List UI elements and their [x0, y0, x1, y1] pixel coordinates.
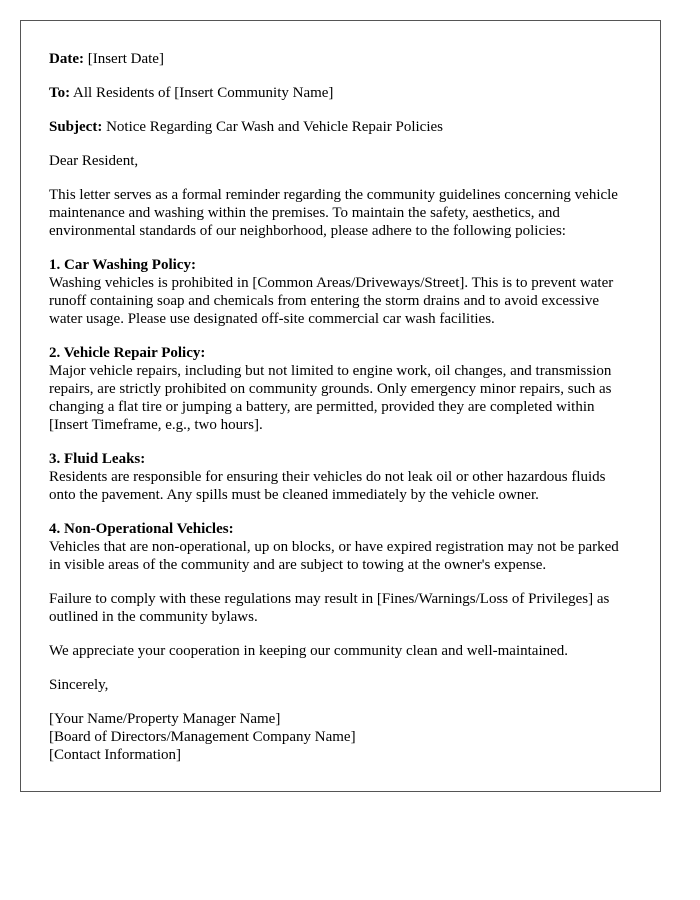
closing: Sincerely,	[49, 677, 109, 693]
section-title: 3. Fluid Leaks:	[49, 451, 146, 467]
section-body: Residents are responsible for ensuring their vehicles do not leak oil or other hazardous fluids onto the pavement. Any spills must be cleaned immediately by the vehicle owner.	[49, 469, 606, 503]
section-title: 4. Non-Operational Vehicles:	[49, 521, 234, 537]
to-line: To: All Residents of [Insert Community Name]	[49, 85, 334, 101]
policy-section	[49, 256, 632, 328]
section-body: Major vehicle repairs, including but not limited to engine work, oil changes, and transmission repairs, are strictly prohibited on community grounds. Only emergency minor repairs, such as changing a flat tire or jumping a battery, are permitted, provided they are completed within [Insert Timeframe, e.g., two hours].	[49, 363, 612, 433]
policy-section	[49, 450, 632, 504]
signature-block	[49, 710, 632, 764]
intro-paragraph: This letter serves as a formal reminder regarding the community guidelines concerning vehicle maintenance and washing within the premises. To maintain the safety, aesthetics, and environmental standards of our neighborhood, please adhere to the following policies:	[49, 187, 618, 239]
policy-section	[49, 344, 632, 434]
section-body: Vehicles that are non-operational, up on blocks, or have expired registration may not be parked in visible areas of the community and are subject to towing at the owner's expense.	[49, 539, 619, 573]
section-title: 1. Car Washing Policy:	[49, 257, 196, 273]
date-line: Date: [Insert Date]	[49, 51, 164, 67]
salutation: Dear Resident,	[49, 153, 139, 169]
signature-organization: [Board of Directors/Management Company Name]	[49, 729, 356, 745]
signature-name: [Your Name/Property Manager Name]	[49, 711, 281, 727]
policy-section	[49, 520, 632, 574]
appreciation-paragraph: We appreciate your cooperation in keeping our community clean and well-maintained.	[49, 643, 569, 659]
subject-line: Subject: Notice Regarding Car Wash and Vehicle Repair Policies	[49, 119, 443, 135]
consequence-paragraph: Failure to comply with these regulations may result in [Fines/Warnings/Loss of Privileges] as outlined in the community bylaws.	[49, 591, 610, 625]
signature-contact: [Contact Information]	[49, 747, 182, 763]
section-body: Washing vehicles is prohibited in [Common Areas/Driveways/Street]. This is to prevent water runoff containing soap and chemicals from entering the storm drains and to avoid excessive water usage. Please use designated off-site commercial car wash facilities.	[49, 275, 614, 327]
section-title: 2. Vehicle Repair Policy:	[49, 345, 206, 361]
letter	[20, 20, 661, 792]
